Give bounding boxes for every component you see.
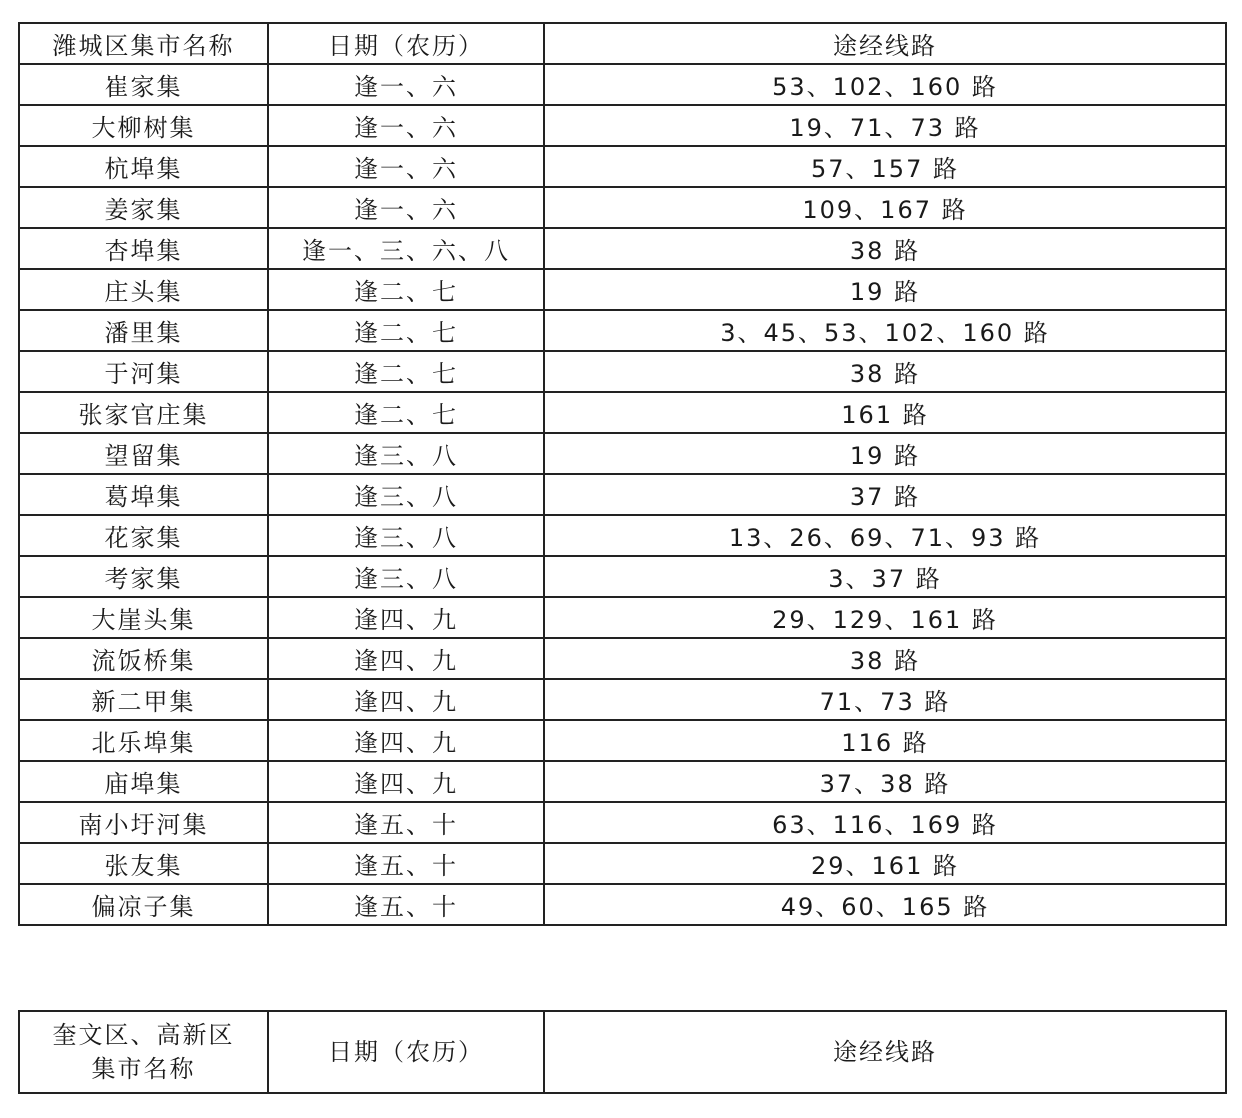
cell-date: 逢三、八 xyxy=(268,433,544,474)
cell-market-name: 望留集 xyxy=(19,433,268,474)
cell-market-name: 流饭桥集 xyxy=(19,638,268,679)
cell-routes: 37 路 xyxy=(544,474,1226,515)
table-row xyxy=(19,474,1226,515)
cell-date: 逢三、八 xyxy=(268,556,544,597)
header-market-name: 奎文区、高新区 集市名称 xyxy=(19,1011,268,1093)
table-row xyxy=(19,392,1226,433)
cell-routes: 13、26、69、71、93 路 xyxy=(544,515,1226,556)
cell-date: 逢四、九 xyxy=(268,597,544,638)
header-date: 日期（农历） xyxy=(268,23,544,64)
table-row xyxy=(19,351,1226,392)
cell-market-name: 张友集 xyxy=(19,843,268,884)
table-row xyxy=(19,761,1226,802)
cell-date: 逢二、七 xyxy=(268,392,544,433)
cell-date: 逢四、九 xyxy=(268,720,544,761)
table-row xyxy=(19,884,1226,925)
cell-market-name: 花家集 xyxy=(19,515,268,556)
table-row xyxy=(19,556,1226,597)
cell-routes: 71、73 路 xyxy=(544,679,1226,720)
cell-routes: 49、60、165 路 xyxy=(544,884,1226,925)
cell-market-name: 葛埠集 xyxy=(19,474,268,515)
cell-routes: 116 路 xyxy=(544,720,1226,761)
table-row xyxy=(19,310,1226,351)
table-row xyxy=(19,105,1226,146)
cell-market-name: 庙埠集 xyxy=(19,761,268,802)
table-row xyxy=(19,679,1226,720)
cell-market-name: 南小圩河集 xyxy=(19,802,268,843)
table-row xyxy=(19,228,1226,269)
cell-date: 逢五、十 xyxy=(268,884,544,925)
table-row xyxy=(19,515,1226,556)
table-row xyxy=(19,597,1226,638)
cell-date: 逢一、三、六、八 xyxy=(268,228,544,269)
cell-date: 逢一、六 xyxy=(268,187,544,228)
table-row xyxy=(19,433,1226,474)
cell-routes: 19 路 xyxy=(544,269,1226,310)
header-routes: 途经线路 xyxy=(544,1011,1226,1093)
table-row xyxy=(19,64,1226,105)
cell-date: 逢三、八 xyxy=(268,515,544,556)
cell-date: 逢四、九 xyxy=(268,679,544,720)
table-row xyxy=(19,843,1226,884)
cell-date: 逢二、七 xyxy=(268,310,544,351)
cell-date: 逢三、八 xyxy=(268,474,544,515)
weicheng-market-table xyxy=(18,22,1227,926)
cell-routes: 63、116、169 路 xyxy=(544,802,1226,843)
cell-routes: 29、129、161 路 xyxy=(544,597,1226,638)
cell-market-name: 杏埠集 xyxy=(19,228,268,269)
cell-market-name: 潘里集 xyxy=(19,310,268,351)
cell-market-name: 新二甲集 xyxy=(19,679,268,720)
cell-routes: 37、38 路 xyxy=(544,761,1226,802)
table-row xyxy=(19,638,1226,679)
header-date: 日期（农历） xyxy=(268,1011,544,1093)
cell-routes: 57、157 路 xyxy=(544,146,1226,187)
cell-date: 逢一、六 xyxy=(268,146,544,187)
header-routes: 途经线路 xyxy=(544,23,1226,64)
cell-market-name: 大崖头集 xyxy=(19,597,268,638)
cell-market-name: 崔家集 xyxy=(19,64,268,105)
cell-routes: 3、37 路 xyxy=(544,556,1226,597)
cell-routes: 38 路 xyxy=(544,638,1226,679)
cell-market-name: 北乐埠集 xyxy=(19,720,268,761)
table-row xyxy=(19,269,1226,310)
cell-market-name: 大柳树集 xyxy=(19,105,268,146)
cell-date: 逢五、十 xyxy=(268,843,544,884)
table-header-row xyxy=(19,1011,1226,1093)
cell-market-name: 考家集 xyxy=(19,556,268,597)
cell-routes: 38 路 xyxy=(544,351,1226,392)
cell-routes: 53、102、160 路 xyxy=(544,64,1226,105)
cell-market-name: 姜家集 xyxy=(19,187,268,228)
cell-routes: 161 路 xyxy=(544,392,1226,433)
cell-market-name: 杭埠集 xyxy=(19,146,268,187)
cell-date: 逢四、九 xyxy=(268,638,544,679)
table-row xyxy=(19,802,1226,843)
cell-date: 逢一、六 xyxy=(268,64,544,105)
cell-date: 逢一、六 xyxy=(268,105,544,146)
cell-date: 逢二、七 xyxy=(268,269,544,310)
cell-routes: 19、71、73 路 xyxy=(544,105,1226,146)
cell-routes: 3、45、53、102、160 路 xyxy=(544,310,1226,351)
table-body xyxy=(19,23,1226,925)
cell-routes: 29、161 路 xyxy=(544,843,1226,884)
cell-market-name: 偏凉子集 xyxy=(19,884,268,925)
cell-market-name: 于河集 xyxy=(19,351,268,392)
kuiwen-gaoxin-market-table xyxy=(18,1010,1227,1094)
table-header-row xyxy=(19,23,1226,64)
cell-routes: 109、167 路 xyxy=(544,187,1226,228)
table-row xyxy=(19,720,1226,761)
header-market-name: 潍城区集市名称 xyxy=(19,23,268,64)
cell-date: 逢二、七 xyxy=(268,351,544,392)
table-row xyxy=(19,146,1226,187)
cell-routes: 19 路 xyxy=(544,433,1226,474)
cell-date: 逢五、十 xyxy=(268,802,544,843)
cell-market-name: 庄头集 xyxy=(19,269,268,310)
table-row xyxy=(19,187,1226,228)
cell-market-name: 张家官庄集 xyxy=(19,392,268,433)
cell-date: 逢四、九 xyxy=(268,761,544,802)
cell-routes: 38 路 xyxy=(544,228,1226,269)
